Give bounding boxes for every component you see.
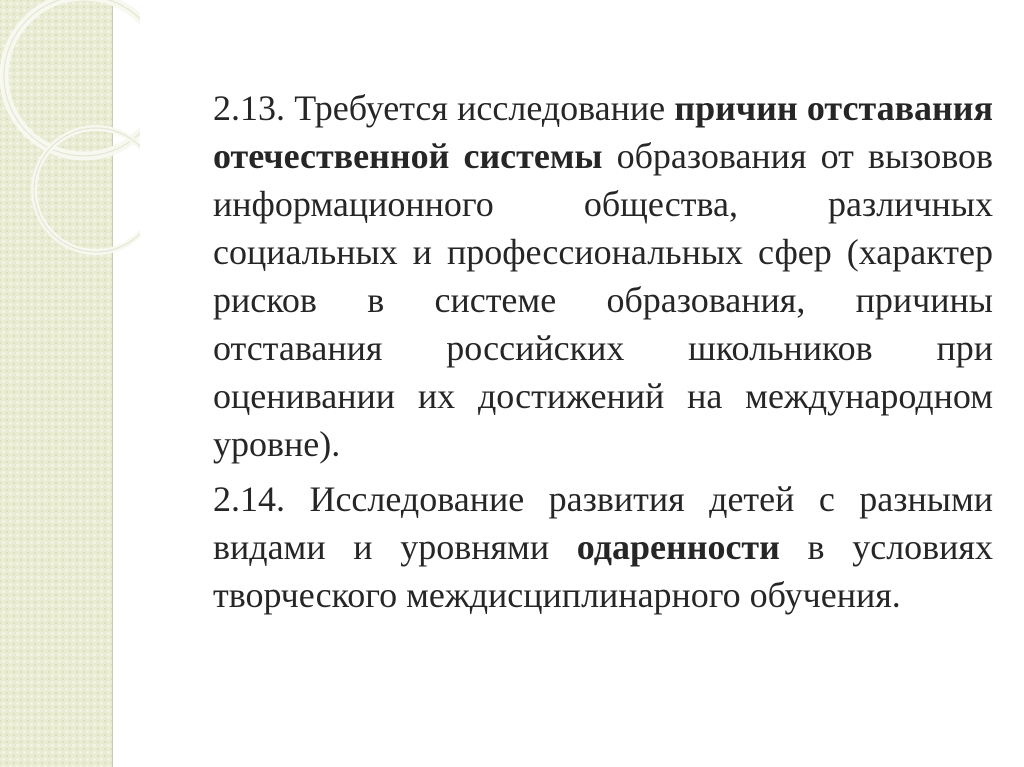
text-run: 2.13. Требуется исследование — [213, 88, 675, 128]
text-run: в условиях творческого междисциплинарного обучения. — [213, 527, 993, 615]
slide-body-text — [213, 84, 993, 619]
bold-text-run: причин отставания отечественной системы — [213, 88, 993, 176]
text-run: образования от вызовов информационного общества, различных социальных и профессиональных сфер (характер рисков в системе образования, причины отставания российских школьников при оценивании их достижений на международном уровне). — [213, 136, 994, 464]
text-run: 2.14. Исследование развития детей с разными видами и уровнями — [213, 479, 993, 567]
paragraph-2-13 — [213, 84, 993, 468]
decorative-side-panel — [0, 0, 113, 767]
bold-text-run: одаренности — [576, 527, 780, 567]
paragraph-2-14 — [213, 475, 993, 619]
